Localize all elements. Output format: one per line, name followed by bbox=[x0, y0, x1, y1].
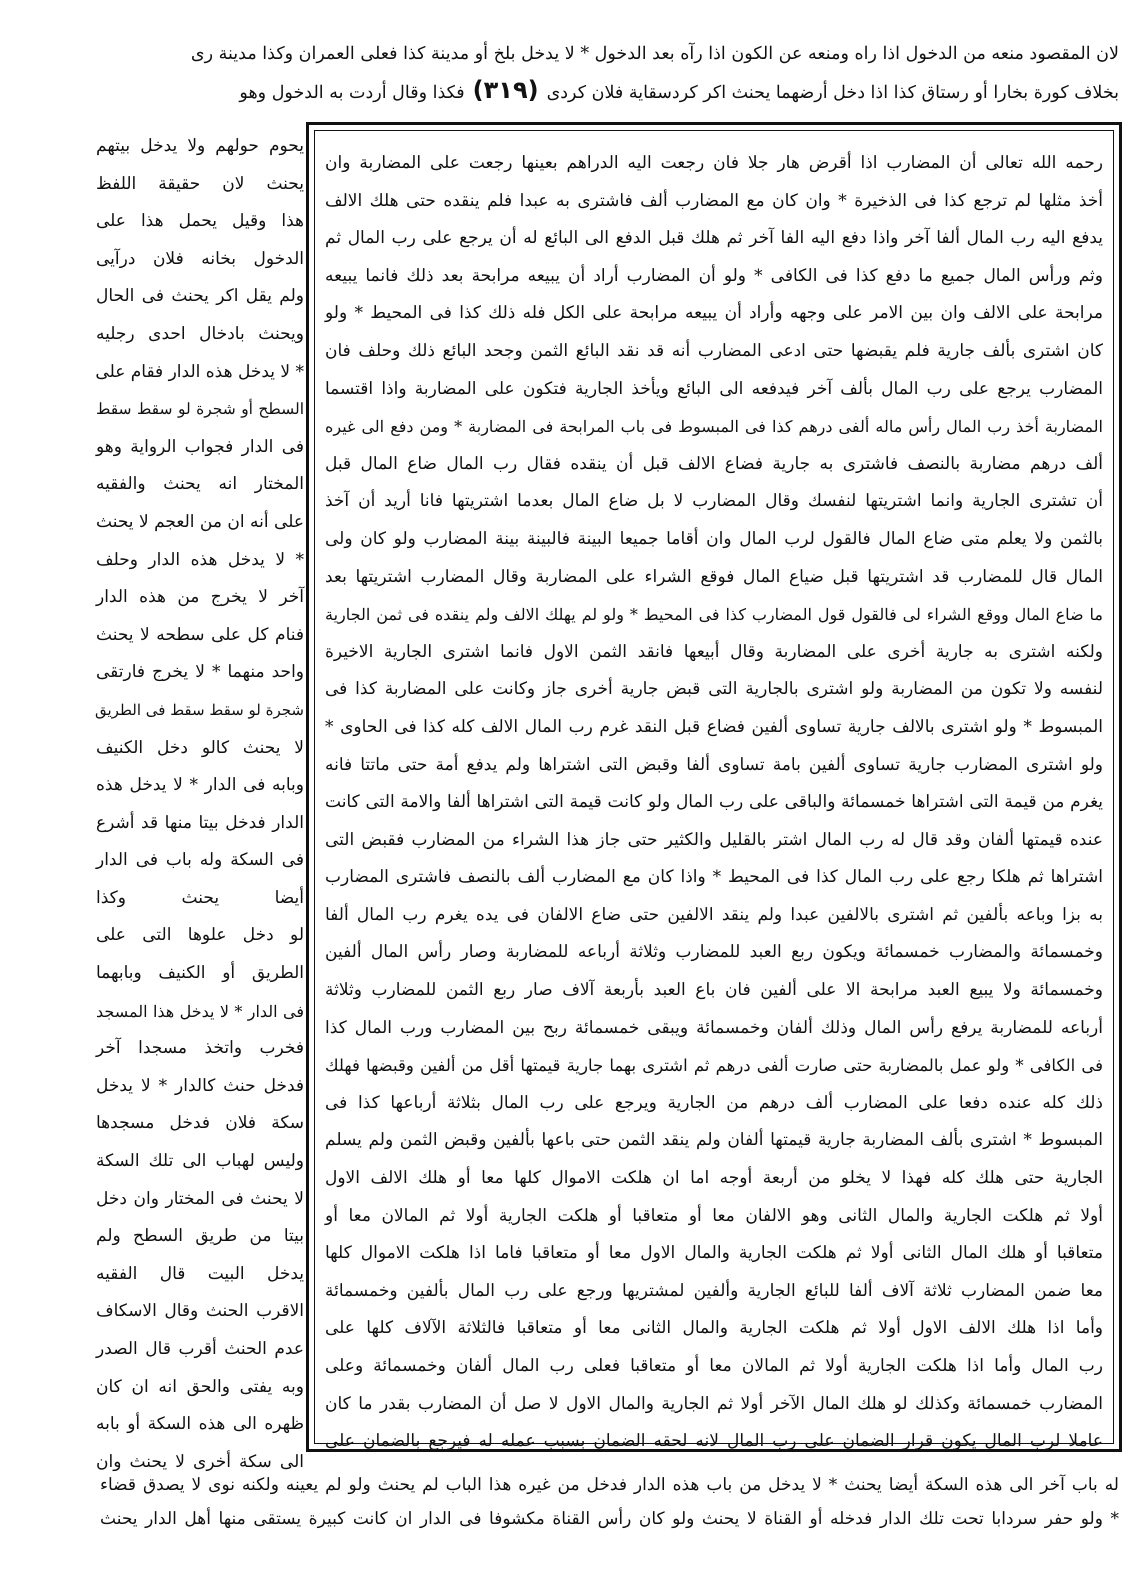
main-text-line: الجارية حتى هلك كله فهذا لا يخلو من أربعة أوجه اما ان هلكت الاموال كلها معا أو هلك الالف الاول bbox=[325, 1168, 1103, 1189]
margin-text-line: الاقرب الحنث وقال الاسكاف bbox=[96, 1301, 304, 1322]
main-text-line: فى الكافى * ولو عمل بالمضاربة حتى صارت ألفى درهم ثم اشترى بهما جارية قيمتها أقل من ألفين وقبضها فهلك bbox=[325, 1056, 1103, 1076]
margin-text-line: الطريق أو الكنيف وبابهما bbox=[96, 963, 304, 984]
main-text-line: المضاربة أخذ رب المال رأس ماله ألفى درهم كذا فى المبسوط فى باب المرابحة فى المضاربة * ومن دفع الى غيره bbox=[325, 417, 1103, 437]
main-text-line: ولكنه اشترى به جارية أخرى على المضاربة وقال أبيعها فانقد الثمن الاول فانما اشترى الجارية الاخيرة bbox=[325, 641, 1103, 662]
margin-text-line: فخرب واتخذ مسجدا آخر bbox=[96, 1038, 304, 1059]
margin-text-line: الدخول بخانه فلان درآيى bbox=[96, 248, 304, 269]
main-text-line: كان اشترى بألف جارية فلم يقبضها حتى ادعى المضارب أنه قد نقد البائع الثمن وجحد البائع ذلك وحلف فان bbox=[325, 340, 1103, 361]
main-text-line: مرابحة على الالف وان بين الامر على وجهه وأراد أن يبيعه مرابحة على الكل فله ذلك كذا فى المحيط * ولو bbox=[325, 303, 1103, 324]
margin-text-line: فنام كل على سطحه لا يحنث bbox=[96, 624, 304, 645]
main-text-line: وخمسمائة ولا يبيع العبد مرابحة الا على ألفين فان باع العبد بأربعة آلاف صار ربع الثمن للمضارب وثلاثة bbox=[325, 980, 1103, 1001]
header-line-2 bbox=[100, 72, 1119, 111]
margin-text-line: لو دخل علوها التى على bbox=[96, 925, 304, 946]
header-line-2-start: بخلاف كورة بخارا أو رستاق كذا اذا دخل أرضهما يحنث اكر كردسقاية فلان كردى bbox=[546, 83, 1119, 103]
margin-text-line: أيضا يحنث وكذا bbox=[96, 887, 304, 908]
margin-text-line: فى الدار * لا يدخل هذا المسجد bbox=[96, 1001, 304, 1021]
margin-text-line: الى سكة أخرى لا يحنث وان bbox=[96, 1451, 304, 1472]
main-text-line: عاملا لرب المال يكون قرار الضمان على رب المال لانه لحقه الضمان بسبب عمله له فيرجع بالضمان على bbox=[325, 1431, 1103, 1452]
main-text-line: ذلك كله عنده دفعا على المضارب ألف درهم من الجارية ويرجع على رب المال بثلاثة أرباعها كذا فى bbox=[325, 1092, 1103, 1113]
main-text-line: رحمه الله تعالى أن المضارب اذا أقرض هار جلا فان رجعت اليه الدراهم بعينها رجعت على المضاربة وان bbox=[325, 153, 1104, 173]
margin-text-line: لا يحنث فى المختار وان دخل bbox=[96, 1188, 304, 1209]
main-text-line: وأما اذا هلك الالف الاول أولا ثم هلكت الجارية والمال الثانى معا أو متعاقبا فالثلاثة الآلاف كلها على bbox=[325, 1318, 1103, 1339]
page-header bbox=[100, 36, 1119, 111]
margin-text-line: لا يحنث كالو دخل الكنيف bbox=[96, 737, 304, 758]
margin-text-line: الدار فدخل بيتا منها قد أشرع bbox=[96, 812, 304, 833]
main-text-line: لنفسه ولا تكون من المضاربة ولو اشترى بالجارية التى قبض جارية أخرى جاز وكانت على المضاربة كذا فى bbox=[325, 679, 1103, 700]
main-text-line: معا ضمن المضارب ثلاثة آلاف ألفا للبائع الجارية وألفين لمشتريها ورجع على رب المال بألفين وخمسمائة bbox=[325, 1280, 1103, 1301]
margin-text-line: يدخل البيت قال الفقيه bbox=[96, 1263, 304, 1284]
main-text-line: رب المال وأما اذا هلكت الجارية أولا ثم المالان معا أو متعاقبا فعلى رب المال ألفان وخمسمائة وعلى bbox=[325, 1356, 1103, 1376]
main-text-line: أخذ مثلها لم ترجع كذا فى الذخيرة * وان كان مع المضارب ألف فاشترى به عبدا فلم ينقده حتى هلك الالف bbox=[325, 190, 1103, 211]
page-footer bbox=[100, 1468, 1119, 1536]
margin-text-line: وبابه فى الدار * لا يدخل هذه bbox=[96, 775, 304, 796]
margin-commentary bbox=[94, 128, 304, 1472]
main-text-line: به بزا وباعه بألفين ثم اشترى بالالفين عبدا ولم ينقد الالفين حتى ضاع الالفان فى يده يغرم رب المال ألفا bbox=[325, 904, 1103, 925]
main-text-line: المضارب خمسمائة وكذلك لو هلك المال الآخر أولا ثم الجارية والمال الاول لا صل أن المضارب بقدر ما كان bbox=[325, 1393, 1103, 1414]
main-text-body bbox=[314, 130, 1114, 1452]
main-text-line: بالثمن ولا يعلم متى ضاع المال فالقول لرب المال وان أقاما جميعا البينة فالبينة بينة المضارب ولو كان ولى bbox=[325, 528, 1103, 549]
margin-text-line: بيتا من طريق السطح ولم bbox=[96, 1226, 304, 1247]
main-text-line: عنده قيمتها ألفان وقد قال له رب المال اشتر بالقليل والكثير حتى جاز هذا الشراء من المضارب فقبض التى bbox=[325, 829, 1103, 850]
margin-text-line: يحنث لان حقيقة اللفظ bbox=[96, 173, 304, 194]
margin-text-line: فى الدار فجواب الرواية وهو bbox=[96, 436, 304, 457]
main-text-line: المال قال للمضارب قد اشتريتها قبل ضياع المال فوقع الشراء على المضاربة وقال المضارب اشتريتها بعد bbox=[325, 566, 1103, 587]
main-text-line: المضارب يرجع على رب المال بألف آخر فيدفعه الى البائع ويأخذ الجارية فتكون على المضاربة واذا اقتسما bbox=[325, 378, 1103, 399]
margin-text-line: * لا يدخل هذه الدار فقام على bbox=[95, 361, 304, 382]
main-text-line: وثم ورأس المال جميع ما دفع كذا فى الكافى * ولو أن المضارب أراد أن يبيعه مرابحة بعد ذلك فانما يبيعه bbox=[325, 265, 1103, 286]
footer-line-2: * ولو حفر سردابا تحت تلك الدار فدخله أو القناة لا يحنث ولو كان رأس القناة مكشوفا فى الدار ان كانت كبيرة يستقى منها أهل الدار يحنث bbox=[100, 1509, 1119, 1529]
main-text-line: ولو اشترى المضارب جارية تساوى ألفين بامة تساوى ألفا وقبض التى اشتراها ولم يدفع أمة حتى ماتتا فانه bbox=[325, 754, 1103, 775]
main-text-line: أولا ثم هلكت الجارية والمال الثانى وهو الالفان معا أو متعاقبا أو هلكت الجارية أولا ثم المالان معا أو bbox=[325, 1205, 1103, 1226]
header-line-1: لان المقصود منعه من الدخول اذا راه ومنعه عن الكون اذا رآه بعد الدخول * لا يدخل بلخ أو مدينة كذا فعلى العمران وكذا مدينة رى bbox=[190, 44, 1119, 64]
margin-text-line: فدخل حنث كالدار * لا يدخل bbox=[96, 1075, 304, 1096]
footer-line-1: له باب آخر الى هذه السكة أيضا يحنث * لا يدخل من باب هذه الدار فدخل من غيره هذا الباب لم يحنث ولو لم يعينه ولكنه نوى لا يصدق قضاء bbox=[100, 1475, 1119, 1495]
margin-text-line: ويحنث بادخال احدى رجليه bbox=[96, 323, 304, 344]
margin-text-line: على أنه ان من العجم لا يحنث bbox=[96, 511, 304, 532]
margin-text-line: آخر لا يخرج من هذه الدار bbox=[96, 587, 304, 608]
main-text-line: يدفع اليه رب المال ألفا آخر واذا دفع اليه الفا آخر ثم هلك قبل الدفع الى البائع له أن يرجع على رب المال ثم bbox=[325, 228, 1103, 249]
margin-text-line: وبه يفتى والحق انه ان كان bbox=[96, 1376, 304, 1397]
main-text-line: وخمسمائة والمضارب خمسمائة ويكون ربع العبد للمضارب وثلاثة أرباعه للمضاربة وصار رأس المال ألفين bbox=[325, 942, 1103, 963]
main-text-line: أن تشترى الجارية وانما اشتريتها لنفسك وقال المضارب لا بل ضاع المال بعدما اشتريتها فانا أريد أن آخذ bbox=[325, 491, 1103, 512]
main-text-line: متعاقبا أو هلك المال الثانى أولا ثم هلكت الجارية والمال الاول معا أو متعاقبا فاما اذا هلكت الاموال كلها bbox=[325, 1243, 1103, 1264]
margin-text-line: ولم يقل اكر يحنث فى الحال bbox=[96, 286, 304, 307]
main-text-line: اشتراها ثم هلكا رجع على رب المال كذا فى المحيط * واذا كان مع المضارب ألف بالنصف فاشترى المضارب bbox=[325, 867, 1103, 888]
margin-text-line: ظهره الى هذه السكة أو بابه bbox=[96, 1414, 304, 1435]
main-text-line: ألف درهم مضاربة بالنصف فاشترى به جارية فضاع الالف قبل أن ينقده فقال رب المال ضاع المال قبل bbox=[325, 453, 1103, 474]
margin-text-line: واحد منهما * لا يخرج فارتقى bbox=[96, 662, 304, 683]
main-text-line: أرباعه للمضاربة يرفع رأس المال وذلك ألفان وخمسمائة ويبقى خمسمائة ربح بين المضارب ورب المال كذا bbox=[325, 1017, 1103, 1038]
margin-text-line: * لا يدخل هذه الدار وحلف bbox=[96, 549, 304, 570]
main-text-line: المبسوط * اشترى بألف المضاربة جارية قيمتها ألفان ولم ينقد الثمن حتى باعها بألفين وقبض الثمن ولم يسلم bbox=[325, 1130, 1103, 1151]
main-text-frame bbox=[306, 122, 1122, 1452]
margin-text-line: فى السكة وله باب فى الدار bbox=[96, 850, 304, 871]
main-text-line: يغرم من قيمة التى اشتراها خمسمائة والباقى على رب المال ولو كانت قيمة التى اشتراها ألفا والامة التى كانت bbox=[325, 792, 1103, 813]
margin-text-line: وليس لهباب الى تلك السكة bbox=[96, 1151, 304, 1172]
margin-text-line: هذا وقيل يحمل هذا على bbox=[96, 211, 304, 232]
margin-text-line: يحوم حولهم ولا يدخل بيتهم bbox=[96, 136, 304, 156]
main-text-line: المبسوط * ولو اشترى بالالف جارية تساوى ألفين فضاع قبل النقد غرم رب المال الالف كله كذا فى الحاوى * bbox=[325, 716, 1103, 737]
header-line-2-end: فكذا وقال أردت به الدخول وهو bbox=[239, 83, 465, 103]
margin-text-line: شجرة لو سقط سقط فى الطريق bbox=[94, 700, 304, 719]
margin-text-line: المختار انه يحنث والفقيه bbox=[96, 474, 304, 495]
page-number: (٣١٩) bbox=[472, 76, 539, 104]
margin-text-line: السطح أو شجرة لو سقط سقط bbox=[96, 400, 304, 419]
margin-text-line: سكة فلان فدخل مسجدها bbox=[96, 1113, 304, 1134]
margin-text-line: عدم الحنث أقرب قال الصدر bbox=[96, 1339, 304, 1359]
main-text-line: ما ضاع المال ووقع الشراء لى فالقول قول المضارب كذا فى المحيط * ولو لم يهلك الالف ولم ينقده فى ثمن الجارية bbox=[325, 605, 1103, 625]
